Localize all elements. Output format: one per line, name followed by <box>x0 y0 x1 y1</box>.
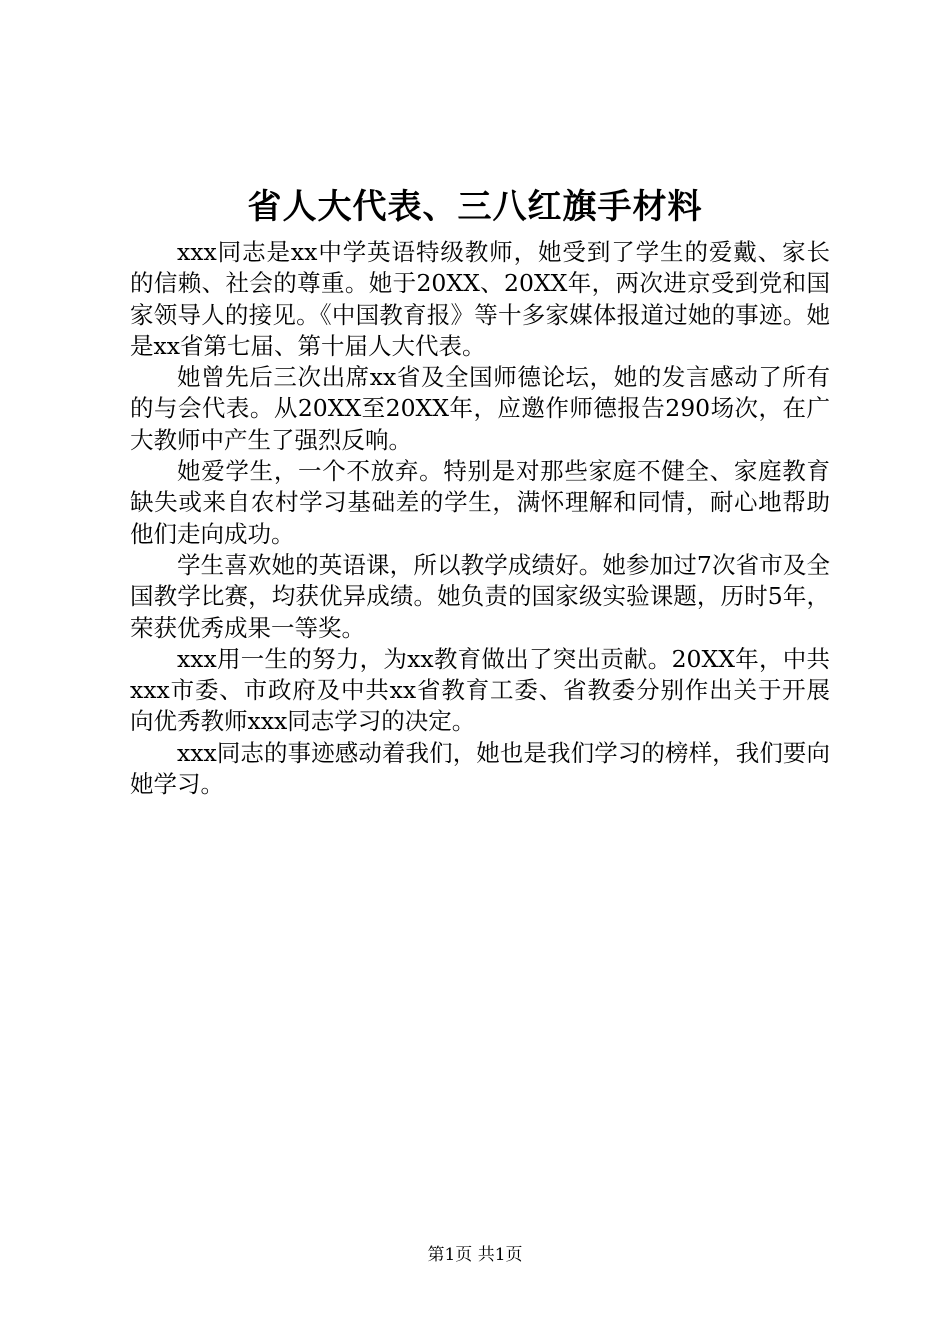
paragraph: 她爱学生，一个不放弃。特别是对那些家庭不健全、家庭教育缺失或来自农村学习基础差的学生，满怀理解和同情，耐心地帮助他们走向成功。 <box>130 457 830 548</box>
document-body <box>130 237 830 800</box>
paragraph: xxx用一生的努力，为xx教育做出了突出贡献。20XX年，中共xxx市委、市政府及中共xx省教育工委、省教委分别作出关于开展向优秀教师xxx同志学习的决定。 <box>130 644 830 736</box>
paragraph: 她曾先后三次出席xx省及全国师德论坛，她的发言感动了所有的与会代表。从20XX至20XX年，应邀作师德报告290场次，在广大教师中产生了强烈反响。 <box>130 363 830 454</box>
document-title: 省人大代表、三八红旗手材料 <box>247 187 703 227</box>
page-footer: 第1页 共1页 <box>427 1245 523 1265</box>
paragraph: xxx同志是xx中学英语特级教师，她受到了学生的爱戴、家长的信赖、社会的尊重。她于20XX、20XX年，两次进京受到党和国家领导人的接见。《中国教育报》等十多家媒体报道过她的事迹。她是xx省第七届、第十届人大代表。 <box>130 238 830 360</box>
paragraph: 学生喜欢她的英语课，所以教学成绩好。她参加过7次省市及全国教学比赛，均获优异成绩。她负责的国家级实验课题，历时5年，荣获优秀成果一等奖。 <box>130 550 830 642</box>
paragraph: xxx同志的事迹感动着我们，她也是我们学习的榜样，我们要向她学习。 <box>130 738 830 799</box>
